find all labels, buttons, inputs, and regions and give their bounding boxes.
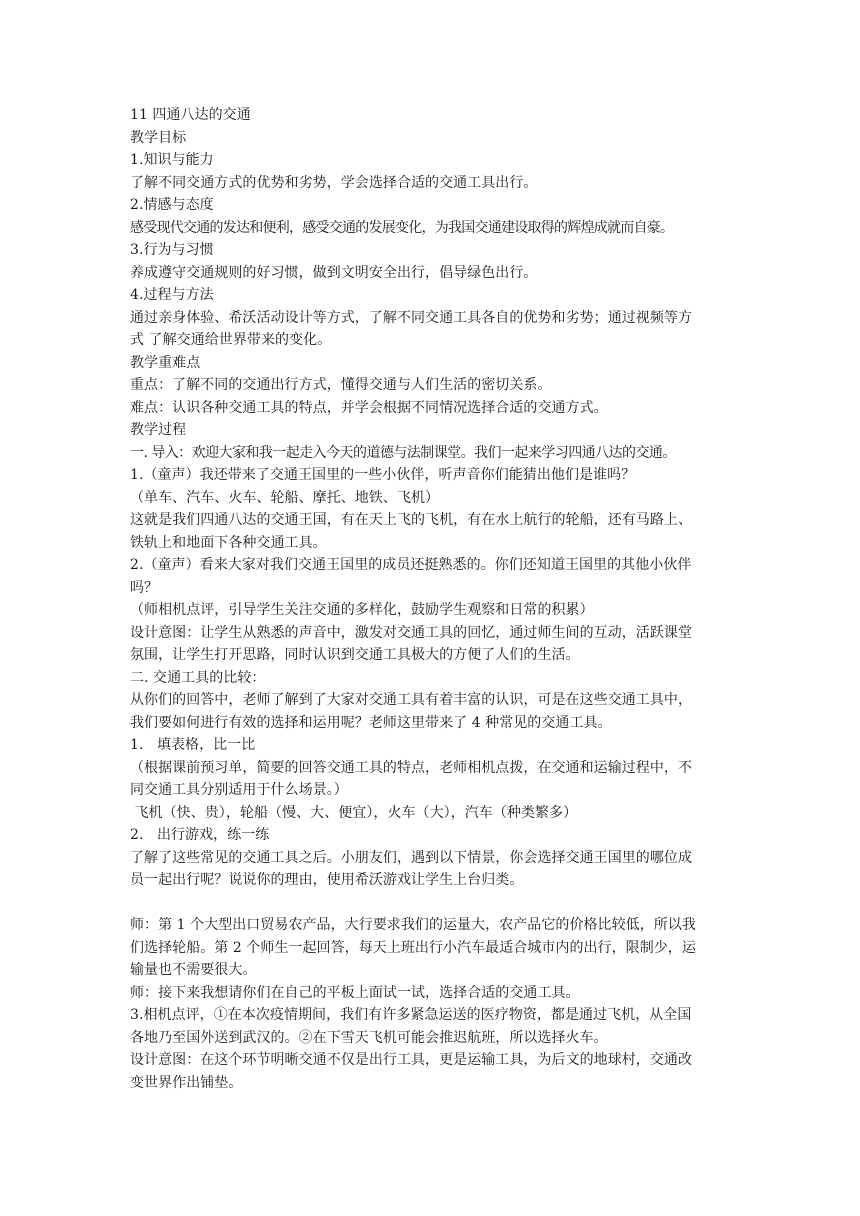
paragraph-line: 2.（童声）看来大家对我们交通王国里的成员还挺熟悉的。你们还知道王国里的其他小伙伴	[130, 557, 692, 573]
objective-heading: 3.行为与习惯	[130, 242, 214, 258]
paragraph-line: 通过亲身体验、希沃活动设计等方式，了解不同交通工具各自的优势和劣势；通过视频等方	[130, 309, 692, 326]
paragraph-line: 从你们的回答中，老师了解到了大家对交通工具有着丰富的认识，可是在这些交通工具中，	[130, 692, 692, 708]
paragraph-line: 感受现代交通的发达和便利，感受交通的发展变化，为我国交通建设取得的辉煌成就而自豪。	[130, 219, 674, 236]
paragraph-line: 式 了解交通给世界带来的变化。	[130, 332, 332, 348]
paragraph-line: 1.（童声）我还带来了交通王国里的一些小伙伴，听声音你们能猜出他们是谁吗？	[130, 467, 636, 483]
section-heading-comparison: 二. 交通工具的比较：	[130, 669, 266, 686]
paragraph-line: 氛围，让学生打开思路，同时认识到交通工具极大的方便了人们的生活。	[130, 647, 580, 663]
paragraph-line: 师：第 1 个大型出口贸易农产品，大行要求我们的运量大，农产品它的价格比较低，所以我	[130, 917, 696, 933]
paragraph-line: 飞机（快、贵），轮船（慢、大、便宜），火车（大），汽车（种类繁多）	[130, 804, 578, 821]
paragraph-line: 一. 导入：欢迎大家和我一起走入今天的道德与法制课堂。我们一起来学习四通八达的交通。	[130, 444, 676, 461]
paragraph-line: 同交通工具分别适用于什么场景。）	[130, 782, 348, 798]
paragraph-line: 设计意图：在这个环节明晰交通不仅是出行工具，更是运输工具，为后文的地球村，交通改	[130, 1052, 692, 1068]
paragraph-line: 变世界作出铺垫。	[130, 1074, 243, 1091]
section-heading-key-points: 教学重难点	[130, 354, 201, 371]
paragraph-line: 养成遵守交通规则的好习惯，做到文明安全出行，倡导绿色出行。	[130, 264, 538, 281]
paragraph-line: 们选择轮船。第 2 个师生一起回答，每天上班出行小汽车最适合城市内的出行，限制少，运	[130, 939, 696, 956]
paragraph-line: （根据课前预习单，简要的回答交通工具的特点，老师相机点拨，在交通和运输过程中，不	[130, 759, 692, 776]
paragraph-line: 师：接下来我想请你们在自己的平板上面试一试，选择合适的交通工具。	[130, 984, 580, 1001]
document-page	[130, 104, 742, 1094]
lesson-title: 11 四通八达的交通	[130, 107, 251, 123]
activity-heading: 2. 出行游戏，练一练	[130, 827, 270, 843]
blank-line	[130, 892, 742, 915]
objective-heading: 2.情感与态度	[130, 197, 214, 213]
objective-heading: 1.知识与能力	[130, 152, 214, 168]
paragraph-line: 了解了这些常见的交通工具之后。小朋友们，遇到以下情景，你会选择交通王国里的哪位成	[130, 849, 692, 866]
paragraph-line: 吗？	[130, 579, 159, 596]
paragraph-line: 员一起出行呢？说说你的理由，使用希沃游戏让学生上台归类。	[130, 872, 524, 888]
paragraph-line: 输量也不需要很大。	[130, 962, 257, 978]
objective-heading: 4.过程与方法	[130, 287, 214, 303]
paragraph-line: 重点：了解不同的交通出行方式，懂得交通与人们生活的密切关系。	[130, 377, 552, 393]
paragraph-line: 了解不同交通方式的优势和劣势，学会选择合适的交通工具出行。	[130, 174, 538, 191]
paragraph-line: 3.相机点评，①在本次疫情期间，我们有许多紧急运送的医疗物资，都是通过飞机，从全国	[130, 1007, 692, 1023]
section-heading-process: 教学过程	[130, 422, 187, 438]
paragraph-line: 难点：认识各种交通工具的特点，并学会根据不同情况选择合适的交通方式。	[130, 399, 608, 416]
paragraph-line: 我们要如何进行有效的选择和运用呢？老师这里带来了 4 种常见的交通工具。	[130, 714, 612, 731]
paragraph-line: 设计意图：让学生从熟悉的声音中，激发对交通工具的回忆，通过师生间的互动，活跃课堂	[130, 624, 692, 641]
paragraph-line: （单车、汽车、火车、轮船、摩托、地铁、飞机）	[130, 489, 440, 506]
paragraph-line: 这就是我们四通八达的交通王国，有在天上飞的飞机，有在水上航行的轮船，还有马路上、	[130, 512, 692, 528]
paragraph-line: 铁轨上和地面下各种交通工具。	[130, 534, 327, 551]
activity-heading: 1. 填表格，比一比	[130, 737, 256, 753]
paragraph-line: 各地乃至国外送到武汉的。②在下雪天飞机可能会推迟航班，所以选择火车。	[130, 1029, 608, 1046]
section-heading-objectives: 教学目标	[130, 129, 187, 146]
paragraph-line: （师相机点评，引导学生关注交通的多样化，鼓励学生观察和日常的积累）	[130, 602, 594, 618]
